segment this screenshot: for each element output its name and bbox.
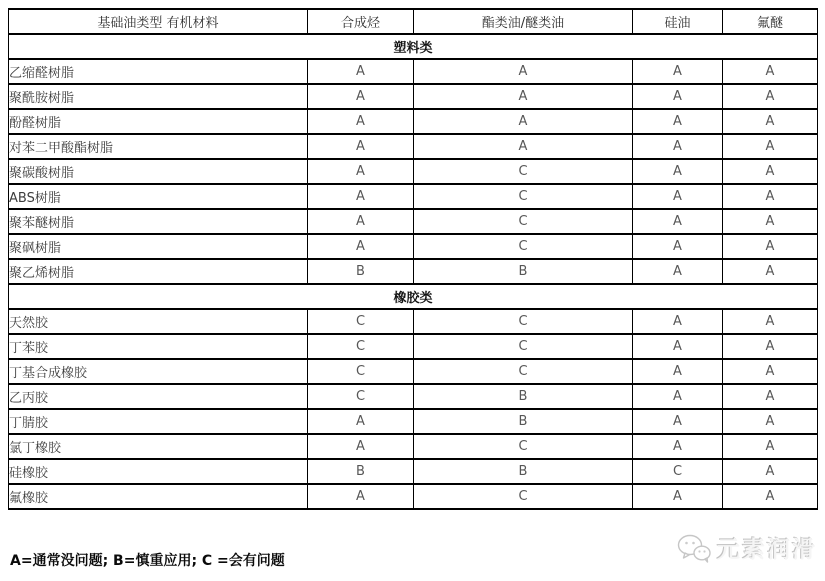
rating-cell: A <box>723 59 818 84</box>
rating-cell: A <box>633 334 723 359</box>
material-name-cell: 聚砜树脂 <box>9 234 308 259</box>
rating-cell: C <box>414 484 633 509</box>
column-header-material: 基础油类型 有机材料 <box>9 9 308 34</box>
rating-cell: B <box>414 409 633 434</box>
rating-cell: A <box>633 109 723 134</box>
column-header-ester-ether-oil: 酯类油/醚类油 <box>414 9 633 34</box>
rating-cell: A <box>723 384 818 409</box>
material-name-cell: 聚酰胺树脂 <box>9 84 308 109</box>
rating-cell: A <box>633 259 723 284</box>
rating-cell: A <box>308 434 414 459</box>
table-row <box>9 109 818 134</box>
rating-cell: A <box>723 409 818 434</box>
material-name-cell: 对苯二甲酸酯树脂 <box>9 134 308 159</box>
rating-cell: A <box>633 384 723 409</box>
rating-cell: A <box>723 484 818 509</box>
rating-cell: A <box>308 159 414 184</box>
table-row <box>9 234 818 259</box>
rating-cell: A <box>414 84 633 109</box>
rating-cell: A <box>633 484 723 509</box>
rating-cell: C <box>308 309 414 334</box>
rating-cell: A <box>723 159 818 184</box>
legend-note: A=通常没问题; B=慎重应用; C =会有问题 <box>10 553 285 569</box>
rating-cell: B <box>414 259 633 284</box>
table-row <box>9 459 818 484</box>
rating-cell: A <box>633 409 723 434</box>
column-header-fluoroether: 氟醚 <box>723 9 818 34</box>
material-name-cell: 丁苯胶 <box>9 334 308 359</box>
table-row <box>9 384 818 409</box>
rating-cell: A <box>723 459 818 484</box>
material-name-cell: 聚苯醚树脂 <box>9 209 308 234</box>
rating-cell: C <box>414 334 633 359</box>
rating-cell: A <box>633 134 723 159</box>
material-name-cell: 丁基合成橡胶 <box>9 359 308 384</box>
material-name-cell: 丁腈胶 <box>9 409 308 434</box>
table-row <box>9 259 818 284</box>
table-row <box>9 134 818 159</box>
rating-cell: C <box>414 209 633 234</box>
rating-cell: A <box>723 334 818 359</box>
rating-cell: A <box>633 159 723 184</box>
table-row <box>9 434 818 459</box>
rating-cell: C <box>308 359 414 384</box>
table-row <box>9 59 818 84</box>
rating-cell: A <box>308 84 414 109</box>
rating-cell: C <box>414 234 633 259</box>
rating-cell: A <box>723 109 818 134</box>
rating-cell: A <box>723 209 818 234</box>
material-name-cell: 聚乙烯树脂 <box>9 259 308 284</box>
rating-cell: A <box>308 109 414 134</box>
material-name-cell: ABS树脂 <box>9 184 308 209</box>
column-header-silicone-oil: 硅油 <box>633 9 723 34</box>
rating-cell: A <box>723 234 818 259</box>
watermark-text: 元素润滑 <box>717 537 817 563</box>
rating-cell: A <box>633 234 723 259</box>
material-name-cell: 酚醛树脂 <box>9 109 308 134</box>
rating-cell: B <box>308 459 414 484</box>
rating-cell: C <box>414 359 633 384</box>
rating-cell: B <box>414 384 633 409</box>
material-name-cell: 乙缩醛树脂 <box>9 59 308 84</box>
section-title: 橡胶类 <box>9 284 818 309</box>
rating-cell: A <box>723 134 818 159</box>
material-name-cell: 氯丁橡胶 <box>9 434 308 459</box>
material-name-cell: 聚碳酸树脂 <box>9 159 308 184</box>
rating-cell: A <box>308 134 414 159</box>
rating-cell: A <box>633 84 723 109</box>
rating-cell: A <box>308 209 414 234</box>
rating-cell: C <box>308 334 414 359</box>
section-header-row <box>9 284 818 309</box>
table-row <box>9 409 818 434</box>
rating-cell: A <box>633 359 723 384</box>
rating-cell: A <box>308 234 414 259</box>
rating-cell: A <box>633 434 723 459</box>
rating-cell: A <box>723 434 818 459</box>
material-name-cell: 硅橡胶 <box>9 459 308 484</box>
material-name-cell: 乙丙胶 <box>9 384 308 409</box>
rating-cell: A <box>308 59 414 84</box>
section-header-row <box>9 34 818 59</box>
rating-cell: A <box>308 484 414 509</box>
rating-cell: C <box>414 159 633 184</box>
material-name-cell: 天然胶 <box>9 309 308 334</box>
rating-cell: B <box>308 259 414 284</box>
rating-cell: A <box>723 84 818 109</box>
table-row <box>9 334 818 359</box>
rating-cell: A <box>414 59 633 84</box>
table-header-row <box>9 9 818 34</box>
rating-cell: B <box>414 459 633 484</box>
table-row <box>9 84 818 109</box>
rating-cell: A <box>723 184 818 209</box>
rating-cell: A <box>633 309 723 334</box>
rating-cell: A <box>633 59 723 84</box>
watermark <box>677 531 817 564</box>
rating-cell: A <box>414 109 633 134</box>
rating-cell: C <box>414 434 633 459</box>
rating-cell: C <box>414 184 633 209</box>
table-body <box>9 34 818 509</box>
rating-cell: A <box>308 184 414 209</box>
rating-cell: C <box>633 459 723 484</box>
column-header-synthetic-hydrocarbon: 合成烃 <box>308 9 414 34</box>
table-row <box>9 209 818 234</box>
rating-cell: A <box>633 209 723 234</box>
table-row <box>9 484 818 509</box>
rating-cell: A <box>633 184 723 209</box>
table-row <box>9 184 818 209</box>
table-row <box>9 309 818 334</box>
rating-cell: A <box>723 259 818 284</box>
rating-cell: A <box>308 409 414 434</box>
rating-cell: C <box>414 309 633 334</box>
table-row <box>9 359 818 384</box>
rating-cell: A <box>414 134 633 159</box>
rating-cell: C <box>308 384 414 409</box>
table-row <box>9 159 818 184</box>
rating-cell: A <box>723 359 818 384</box>
material-name-cell: 氟橡胶 <box>9 484 308 509</box>
rating-cell: A <box>723 309 818 334</box>
wechat-icon <box>677 533 711 563</box>
compatibility-table <box>8 8 818 510</box>
section-title: 塑料类 <box>9 34 818 59</box>
